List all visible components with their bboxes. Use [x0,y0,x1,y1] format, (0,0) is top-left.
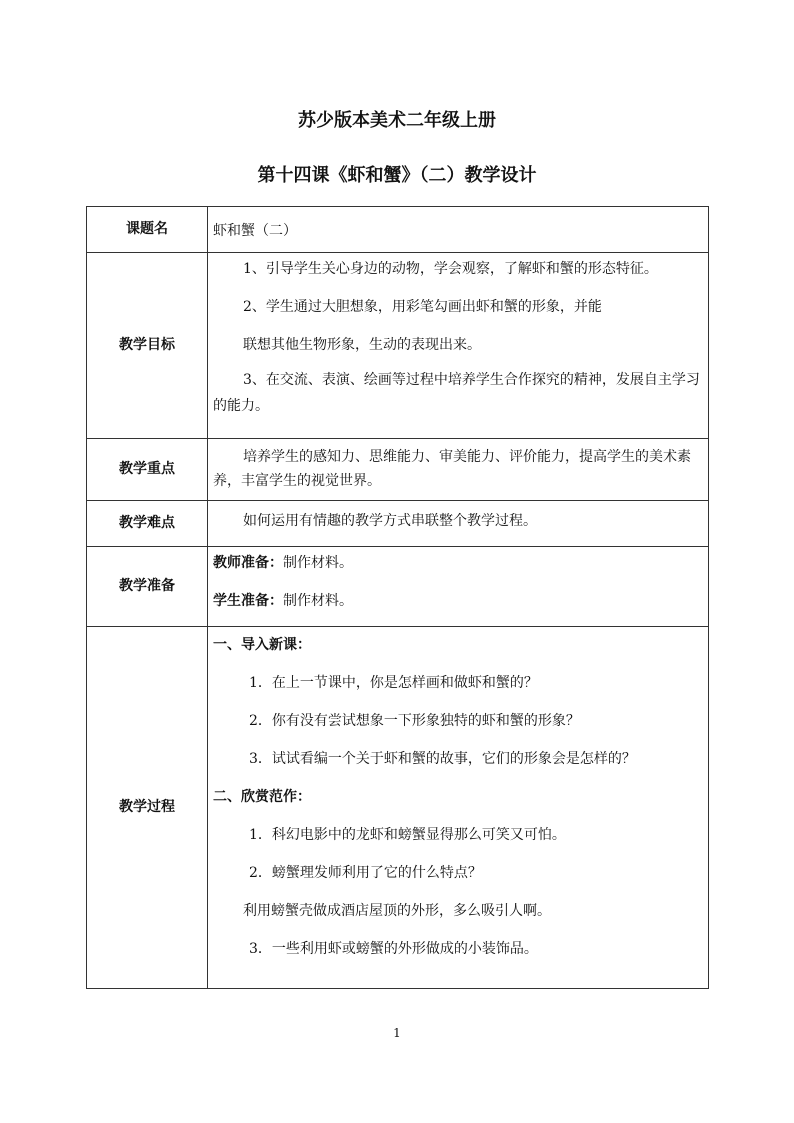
section2-item-2: 2．螃蟹理发师利用了它的什么特点？ [249,865,482,881]
goal-2: 2、学生通过大胆想象，用彩笔勾画出虾和蟹的形象，并能 [243,299,602,315]
document-title: 苏少版本美术二年级上册 [298,110,496,131]
student-prep-label: 学生准备： [213,593,283,609]
topic-text: 虾和蟹（二） [213,223,297,239]
goal-1: 1、引导学生关心身边的动物，学会观察，了解虾和蟹的形态特征。 [243,261,658,277]
student-prep [213,593,702,610]
label-preparation: 教学准备 [87,547,208,627]
row-difficulties [87,501,709,547]
preparation-content [208,547,709,627]
label-goals: 教学目标 [87,253,208,439]
section2-note: 利用螃蟹壳做成酒店屋顶的外形，多么吸引人啊。 [243,903,551,919]
row-goals [87,253,709,439]
row-topic [87,207,709,253]
section2-item-3: 3．一些利用虾或螃蟹的外形做成的小装饰品。 [249,941,538,957]
goal-2-cont: 联想其他生物形象，生动的表现出来。 [243,337,481,353]
difficulties-content [208,501,709,547]
topic-value [208,207,709,253]
section1-item-3: 3．试试看编一个关于虾和蟹的故事，它们的形象会是怎样的？ [249,751,636,767]
section2-item-1: 1．科幻电影中的龙虾和螃蟹显得那么可笑又可怕。 [249,827,566,843]
label-process: 教学过程 [87,627,208,989]
student-prep-text: 制作材料。 [283,593,353,609]
row-preparation [87,547,709,627]
lesson-plan-table [86,206,709,989]
label-difficulties: 教学难点 [87,501,208,547]
row-key-points [87,439,709,501]
teacher-prep-text: 制作材料。 [283,555,353,571]
teacher-prep [213,547,702,593]
goal-3: 3、在交流、表演、绘画等过程中培养学生合作探究的精神，发展自主学习的能力。 [213,372,700,414]
section1-item-1: 1．在上一节课中，你是怎样画和做虾和蟹的？ [249,675,538,691]
section1-item-2: 2．你有没有尝试想象一下形象独特的虾和蟹的形象？ [249,713,580,729]
row-process [87,627,709,989]
label-key-points: 教学重点 [87,439,208,501]
teacher-prep-label: 教师准备： [213,555,283,571]
section1-heading: 一、导入新课： [213,637,311,653]
label-topic: 课题名 [87,207,208,253]
difficulties-text: 如何运用有情趣的教学方式串联整个教学过程。 [243,513,537,529]
section2-heading: 二、欣赏范作： [213,789,311,805]
key-points-content [208,439,709,501]
page-number: 1 [393,1026,401,1040]
process-content [208,627,709,989]
goals-content [208,253,709,439]
lesson-title: 第十四课《虾和蟹》（二）教学设计 [257,165,537,186]
key-points-text: 培养学生的感知力、思维能力、审美能力、评价能力，提高学生的美术素养，丰富学生的视觉世界。 [213,449,691,489]
